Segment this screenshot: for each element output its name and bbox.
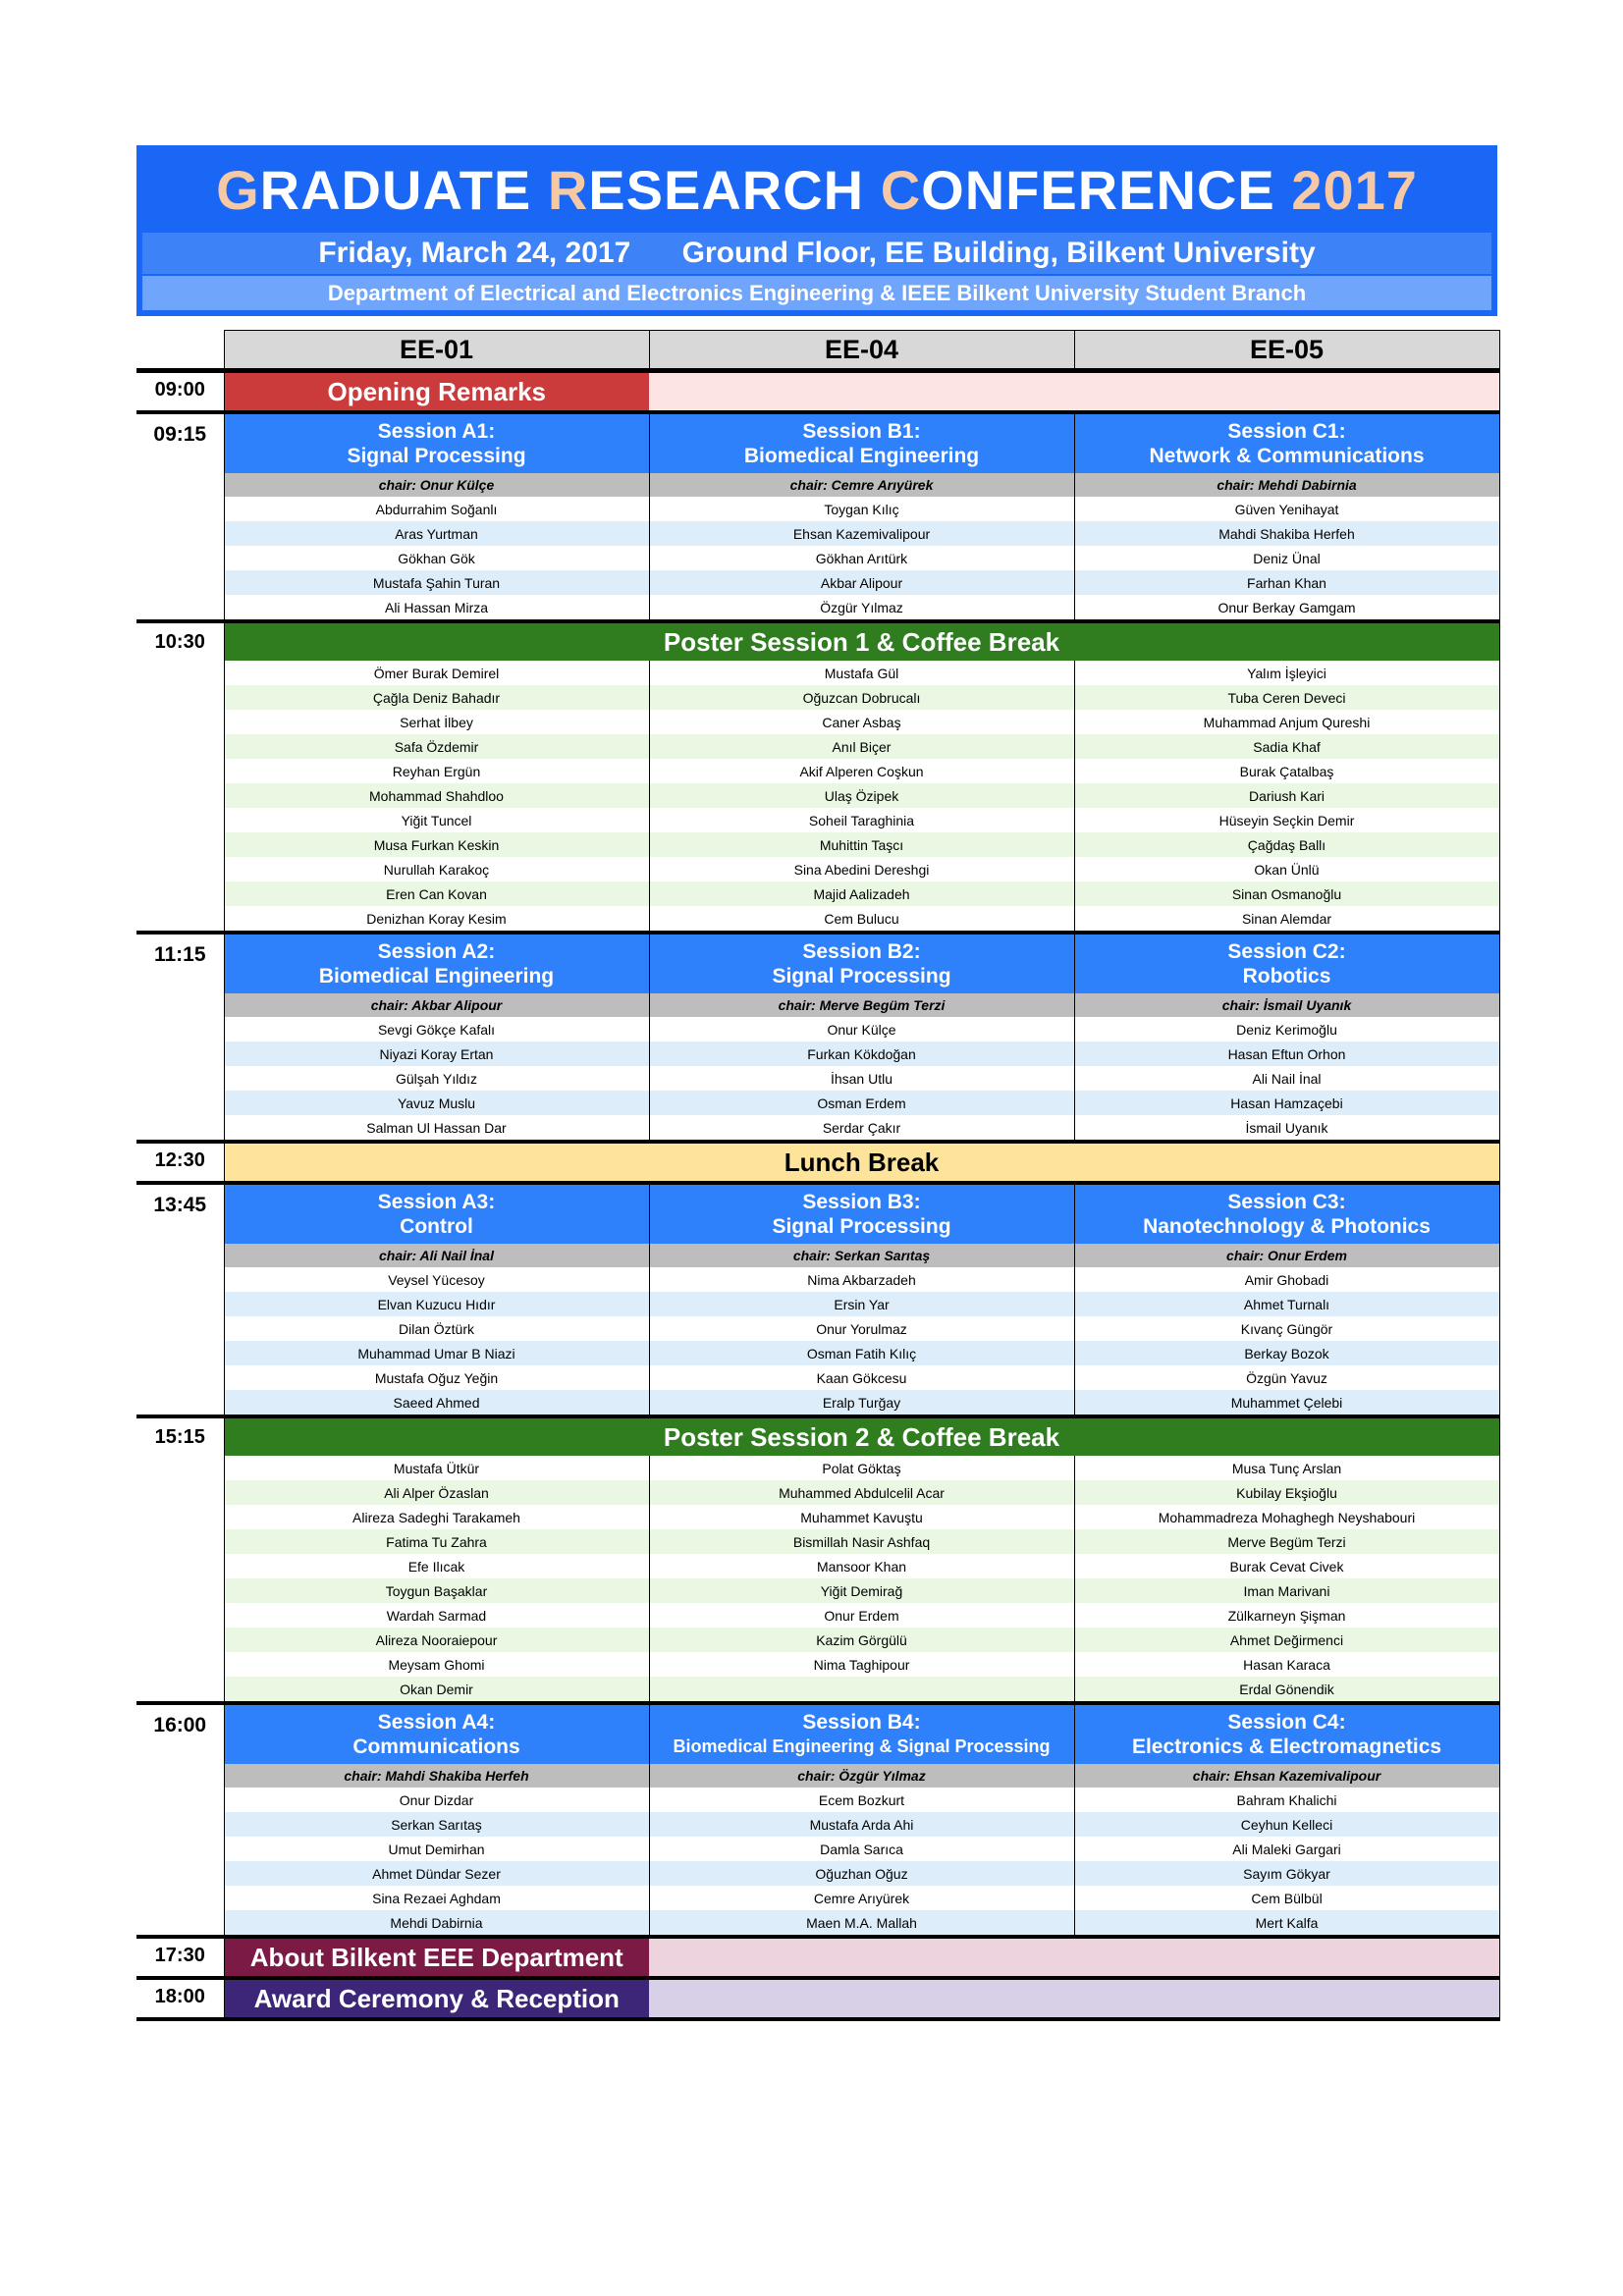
poster-presenter-row	[136, 1628, 1499, 1652]
speaker-name: Sayım Gökyar	[1074, 1861, 1499, 1886]
speaker-name: Ahmet Turnalı	[1074, 1292, 1499, 1316]
speaker-name: Kaan Gökcesu	[649, 1365, 1074, 1390]
session-chair: chair: Akbar Alipour	[224, 993, 649, 1017]
event-row	[136, 1937, 1499, 1978]
header-corner	[136, 331, 224, 371]
speaker-name: Gökhan Gök	[224, 546, 649, 570]
session-chair: chair: Özgür Yılmaz	[649, 1764, 1074, 1788]
speaker-name: Elvan Kuzucu Hıdır	[224, 1292, 649, 1316]
poster-presenter-row	[136, 1505, 1499, 1529]
session-header	[1074, 1703, 1499, 1764]
chair-row	[136, 1764, 1499, 1788]
presenter-name: Çağdaş Ballı	[1074, 832, 1499, 857]
speaker-name: Hasan Eftun Orhon	[1074, 1041, 1499, 1066]
presenter-name: Zülkarneyn Şişman	[1074, 1603, 1499, 1628]
speaker-row	[136, 521, 1499, 546]
speaker-name: Abdurrahim Soğanlı	[224, 497, 649, 521]
room-header: EE-04	[649, 331, 1074, 371]
presenter-name: Muhammad Anjum Qureshi	[1074, 710, 1499, 734]
conference-title	[136, 159, 1497, 222]
speaker-row	[136, 497, 1499, 521]
time-slot: 17:30	[136, 1937, 224, 1978]
speaker-row	[136, 1886, 1499, 1910]
time-slot: 09:00	[136, 371, 224, 413]
speaker-name: Onur Yorulmaz	[649, 1316, 1074, 1341]
time-slot: 18:00	[136, 1978, 224, 2019]
room-header-row	[136, 331, 1499, 371]
poster-presenter-row	[136, 661, 1499, 685]
presenter-name: Mustafa Ütkür	[224, 1456, 649, 1480]
speaker-name: Gülşah Yıldız	[224, 1066, 649, 1091]
speaker-name: Gökhan Arıtürk	[649, 546, 1074, 570]
poster-presenter-row	[136, 685, 1499, 710]
event-fill	[649, 1978, 1499, 2019]
speaker-name: Aras Yurtman	[224, 521, 649, 546]
session-name: Session B2:	[802, 940, 921, 963]
speaker-name: Oğuzhan Oğuz	[649, 1861, 1074, 1886]
speaker-name: Güven Yenihayat	[1074, 497, 1499, 521]
poster-presenter-row	[136, 1456, 1499, 1480]
presenter-name: Fatima Tu Zahra	[224, 1529, 649, 1554]
presenter-name: Sina Abedini Dereshgi	[649, 857, 1074, 881]
speaker-name: Osman Erdem	[649, 1091, 1074, 1115]
presenter-name: Kubilay Ekşioğlu	[1074, 1480, 1499, 1505]
title-part: ONFERENCE	[921, 159, 1292, 221]
speaker-name: Mert Kalfa	[1074, 1910, 1499, 1937]
speaker-name: Cemre Arıyürek	[649, 1886, 1074, 1910]
time-slot: 16:00	[136, 1703, 224, 1937]
speaker-name: Ecem Bozkurt	[649, 1788, 1074, 1812]
speaker-name: Mustafa Oğuz Yeğin	[224, 1365, 649, 1390]
time-slot: 11:15	[136, 933, 224, 1142]
speaker-row	[136, 1041, 1499, 1066]
session-topic: Biomedical Engineering & Signal Processing	[673, 1736, 1051, 1756]
presenter-name: Wardah Sarmad	[224, 1603, 649, 1628]
speaker-name: Toygan Kılıç	[649, 497, 1074, 521]
speaker-name: Ahmet Dündar Sezer	[224, 1861, 649, 1886]
poster-presenter-row	[136, 1603, 1499, 1628]
speaker-row	[136, 570, 1499, 595]
event-banner: About Bilkent EEE Department	[224, 1937, 649, 1978]
presenter-name: Reyhan Ergün	[224, 759, 649, 783]
session-title-row	[136, 933, 1499, 993]
session-topic: Network & Communications	[1149, 445, 1425, 467]
speaker-name: Eralp Turğay	[649, 1390, 1074, 1416]
speaker-name: Nima Akbarzadeh	[649, 1267, 1074, 1292]
session-topic: Signal Processing	[772, 1215, 951, 1238]
session-topic: Robotics	[1242, 965, 1331, 988]
speaker-name: Cem Bülbül	[1074, 1886, 1499, 1910]
speaker-row	[136, 1292, 1499, 1316]
time-slot: 10:30	[136, 621, 224, 933]
presenter-name: Eren Can Kovan	[224, 881, 649, 906]
session-topic: Biomedical Engineering	[743, 445, 980, 467]
presenter-name: Muhittin Taşcı	[649, 832, 1074, 857]
session-header	[224, 1183, 649, 1244]
speaker-name: Umut Demirhan	[224, 1837, 649, 1861]
speaker-name: Ceyhun Kelleci	[1074, 1812, 1499, 1837]
session-chair: chair: Onur Erdem	[1074, 1244, 1499, 1267]
presenter-name: Ali Alper Özaslan	[224, 1480, 649, 1505]
title-part: RADUATE	[259, 159, 548, 221]
poster-presenter-row	[136, 881, 1499, 906]
event-row	[136, 1142, 1499, 1183]
room-header: EE-01	[224, 331, 649, 371]
title-part: R	[547, 159, 589, 221]
speaker-name: Akbar Alipour	[649, 570, 1074, 595]
poster-row	[136, 621, 1499, 661]
session-header	[649, 933, 1074, 993]
organizer-line: Department of Electrical and Electronics Engineering & IEEE Bilkent University Student Branch	[142, 276, 1491, 310]
speaker-row	[136, 1017, 1499, 1041]
time-slot: 13:45	[136, 1183, 224, 1416]
session-title-row	[136, 412, 1499, 473]
presenter-name: Serhat İlbey	[224, 710, 649, 734]
speaker-name: Deniz Kerimoğlu	[1074, 1017, 1499, 1041]
session-chair: chair: Cemre Arıyürek	[649, 473, 1074, 497]
speaker-name: Onur Külçe	[649, 1017, 1074, 1041]
date-location-bar	[142, 233, 1491, 274]
time-slot: 12:30	[136, 1142, 224, 1183]
presenter-name: Meysam Ghomi	[224, 1652, 649, 1677]
presenter-name: Efe Ilıcak	[224, 1554, 649, 1578]
speaker-name: Saeed Ahmed	[224, 1390, 649, 1416]
presenter-name: Sadia Khaf	[1074, 734, 1499, 759]
session-chair: chair: Serkan Sarıtaş	[649, 1244, 1074, 1267]
presenter-name: Çağla Deniz Bahadır	[224, 685, 649, 710]
poster-presenter-row	[136, 857, 1499, 881]
session-header	[649, 1703, 1074, 1764]
presenter-name: Caner Asbaş	[649, 710, 1074, 734]
session-chair: chair: Mahdi Shakiba Herfeh	[224, 1764, 649, 1788]
poster-presenter-row	[136, 783, 1499, 808]
presenter-name: Sinan Alemdar	[1074, 906, 1499, 933]
speaker-name: Mustafa Şahin Turan	[224, 570, 649, 595]
presenter-name: Ömer Burak Demirel	[224, 661, 649, 685]
presenter-name: Soheil Taraghinia	[649, 808, 1074, 832]
time-slot: 15:15	[136, 1416, 224, 1703]
event-location: Ground Floor, EE Building, Bilkent University	[681, 237, 1316, 269]
speaker-row	[136, 1812, 1499, 1837]
speaker-name: Salman Ul Hassan Dar	[224, 1115, 649, 1142]
title-part: G	[216, 159, 260, 221]
speaker-name: Bahram Khalichi	[1074, 1788, 1499, 1812]
presenter-name: Merve Begüm Terzi	[1074, 1529, 1499, 1554]
poster-presenter-row	[136, 1578, 1499, 1603]
session-header	[224, 1703, 649, 1764]
presenter-name: Ahmet Değirmenci	[1074, 1628, 1499, 1652]
speaker-row	[136, 1861, 1499, 1886]
presenter-name: Nurullah Karakoç	[224, 857, 649, 881]
event-row	[136, 371, 1499, 413]
presenter-name: Kazim Görgülü	[649, 1628, 1074, 1652]
presenter-name: Burak Çatalbaş	[1074, 759, 1499, 783]
presenter-name: Okan Ünlü	[1074, 857, 1499, 881]
presenter-name: Yiğit Tuncel	[224, 808, 649, 832]
speaker-row	[136, 1837, 1499, 1861]
presenter-name: Majid Aalizadeh	[649, 881, 1074, 906]
speaker-row	[136, 1910, 1499, 1937]
presenter-name: Muhammet Kavuştu	[649, 1505, 1074, 1529]
speaker-name: Farhan Khan	[1074, 570, 1499, 595]
presenter-name: Yiğit Demirağ	[649, 1578, 1074, 1603]
poster-presenter-row	[136, 832, 1499, 857]
speaker-name: Mustafa Arda Ahi	[649, 1812, 1074, 1837]
presenter-name: Ulaş Özipek	[649, 783, 1074, 808]
session-topic: Biomedical Engineering	[318, 965, 555, 988]
session-title-row	[136, 1703, 1499, 1764]
speaker-row	[136, 1390, 1499, 1416]
presenter-name: Muhammed Abdulcelil Acar	[649, 1480, 1074, 1505]
presenter-name: Sinan Osmanoğlu	[1074, 881, 1499, 906]
speaker-row	[136, 546, 1499, 570]
presenter-name: Dariush Kari	[1074, 783, 1499, 808]
session-header	[649, 412, 1074, 473]
speaker-row	[136, 1788, 1499, 1812]
session-topic: Signal Processing	[772, 965, 951, 988]
title-part: 2017	[1291, 159, 1418, 221]
presenter-name: Alireza Sadeghi Tarakameh	[224, 1505, 649, 1529]
presenter-name: Iman Marivani	[1074, 1578, 1499, 1603]
speaker-name: Sevgi Gökçe Kafalı	[224, 1017, 649, 1041]
presenter-name: Hasan Karaca	[1074, 1652, 1499, 1677]
presenter-name: Burak Cevat Civek	[1074, 1554, 1499, 1578]
presenter-name: Polat Göktaş	[649, 1456, 1074, 1480]
poster-presenter-row	[136, 906, 1499, 933]
session-name: Session B4:	[802, 1711, 921, 1734]
presenter-name: Anıl Biçer	[649, 734, 1074, 759]
session-title-row	[136, 1183, 1499, 1244]
speaker-name: Onur Dizdar	[224, 1788, 649, 1812]
session-name: Session C2:	[1227, 940, 1346, 963]
speaker-name: Ali Hassan Mirza	[224, 595, 649, 621]
session-name: Session B3:	[802, 1191, 921, 1213]
session-header	[1074, 1183, 1499, 1244]
presenter-name: Tuba Ceren Deveci	[1074, 685, 1499, 710]
speaker-row	[136, 1316, 1499, 1341]
session-topic: Electronics & Electromagnetics	[1131, 1735, 1442, 1758]
session-chair: chair: Mehdi Dabirnia	[1074, 473, 1499, 497]
session-name: Session C3:	[1227, 1191, 1346, 1213]
speaker-name: İsmail Uyanık	[1074, 1115, 1499, 1142]
event-banner: Award Ceremony & Reception	[224, 1978, 649, 2019]
speaker-name: Dilan Öztürk	[224, 1316, 649, 1341]
speaker-row	[136, 1365, 1499, 1390]
room-header: EE-05	[1074, 331, 1499, 371]
session-name: Session A3:	[377, 1191, 496, 1213]
presenter-name: Mansoor Khan	[649, 1554, 1074, 1578]
poster-presenter-row	[136, 808, 1499, 832]
speaker-row	[136, 1066, 1499, 1091]
speaker-name: Muhammet Çelebi	[1074, 1390, 1499, 1416]
speaker-name: Deniz Ünal	[1074, 546, 1499, 570]
session-chair: chair: Ehsan Kazemivalipour	[1074, 1764, 1499, 1788]
speaker-name: Onur Berkay Gamgam	[1074, 595, 1499, 621]
speaker-name: Maen M.A. Mallah	[649, 1910, 1074, 1937]
speaker-row	[136, 1091, 1499, 1115]
event-date: Friday, March 24, 2017	[318, 237, 631, 269]
presenter-name: Erdal Gönendik	[1074, 1677, 1499, 1703]
session-header	[1074, 933, 1499, 993]
presenter-name: Bismillah Nasir Ashfaq	[649, 1529, 1074, 1554]
poster-presenter-row	[136, 734, 1499, 759]
presenter-name: Nima Taghipour	[649, 1652, 1074, 1677]
presenter-name: Hüseyin Seçkin Demir	[1074, 808, 1499, 832]
speaker-name: Ali Maleki Gargari	[1074, 1837, 1499, 1861]
speaker-name: Hasan Hamzaçebi	[1074, 1091, 1499, 1115]
poster-presenter-row	[136, 710, 1499, 734]
speaker-name: Ehsan Kazemivalipour	[649, 521, 1074, 546]
speaker-name: Damla Sarıca	[649, 1837, 1074, 1861]
speaker-row	[136, 595, 1499, 621]
speaker-name: Osman Fatih Kılıç	[649, 1341, 1074, 1365]
event-fill	[649, 371, 1499, 413]
session-name: Session B1:	[802, 420, 921, 443]
speaker-name: Özgür Yılmaz	[649, 595, 1074, 621]
speaker-name: Amir Ghobadi	[1074, 1267, 1499, 1292]
session-header	[224, 933, 649, 993]
poster-banner: Poster Session 2 & Coffee Break	[224, 1416, 1499, 1456]
speaker-name: Ali Nail İnal	[1074, 1066, 1499, 1091]
event-banner: Lunch Break	[224, 1142, 1499, 1183]
speaker-name: Mehdi Dabirnia	[224, 1910, 649, 1937]
speaker-name: Veysel Yücesoy	[224, 1267, 649, 1292]
poster-banner: Poster Session 1 & Coffee Break	[224, 621, 1499, 661]
presenter-name: Denizhan Koray Kesim	[224, 906, 649, 933]
presenter-name	[649, 1677, 1074, 1703]
presenter-name: Oğuzcan Dobrucalı	[649, 685, 1074, 710]
session-name: Session A1:	[377, 420, 496, 443]
session-header	[224, 412, 649, 473]
conference-banner	[136, 145, 1497, 316]
speaker-name: Mahdi Shakiba Herfeh	[1074, 521, 1499, 546]
speaker-name: Sina Rezaei Aghdam	[224, 1886, 649, 1910]
poster-presenter-row	[136, 1480, 1499, 1505]
poster-presenter-row	[136, 1677, 1499, 1703]
presenter-name: Mohammad Shahdloo	[224, 783, 649, 808]
speaker-name: Ersin Yar	[649, 1292, 1074, 1316]
speaker-name: Kıvanç Güngör	[1074, 1316, 1499, 1341]
presenter-name: Alireza Nooraiepour	[224, 1628, 649, 1652]
speaker-row	[136, 1115, 1499, 1142]
speaker-name: Furkan Kökdoğan	[649, 1041, 1074, 1066]
presenter-name: Mustafa Gül	[649, 661, 1074, 685]
speaker-name: Yavuz Muslu	[224, 1091, 649, 1115]
presenter-name: Okan Demir	[224, 1677, 649, 1703]
chair-row	[136, 993, 1499, 1017]
session-name: Session A2:	[377, 940, 496, 963]
poster-row	[136, 1416, 1499, 1456]
presenter-name: Musa Tunç Arslan	[1074, 1456, 1499, 1480]
chair-row	[136, 473, 1499, 497]
event-banner: Opening Remarks	[224, 371, 649, 413]
speaker-name: İhsan Utlu	[649, 1066, 1074, 1091]
schedule-table	[136, 330, 1499, 2021]
event-row	[136, 1978, 1499, 2019]
speaker-name: Muhammad Umar B Niazi	[224, 1341, 649, 1365]
poster-presenter-row	[136, 759, 1499, 783]
session-topic: Nanotechnology & Photonics	[1143, 1215, 1431, 1238]
session-topic: Communications	[352, 1735, 520, 1758]
presenter-name: Onur Erdem	[649, 1603, 1074, 1628]
session-name: Session C4:	[1227, 1711, 1346, 1734]
session-topic: Signal Processing	[347, 445, 526, 467]
presenter-name: Akif Alperen Coşkun	[649, 759, 1074, 783]
poster-presenter-row	[136, 1529, 1499, 1554]
poster-presenter-row	[136, 1554, 1499, 1578]
event-fill	[649, 1937, 1499, 1978]
poster-presenter-row	[136, 1652, 1499, 1677]
speaker-name: Niyazi Koray Ertan	[224, 1041, 649, 1066]
presenter-name: Mohammadreza Mohaghegh Neyshabouri	[1074, 1505, 1499, 1529]
session-header	[1074, 412, 1499, 473]
presenter-name: Cem Bulucu	[649, 906, 1074, 933]
presenter-name: Safa Özdemir	[224, 734, 649, 759]
time-slot: 09:15	[136, 412, 224, 621]
speaker-name: Özgün Yavuz	[1074, 1365, 1499, 1390]
session-chair: chair: Ali Nail İnal	[224, 1244, 649, 1267]
speaker-row	[136, 1341, 1499, 1365]
session-chair: chair: Onur Külçe	[224, 473, 649, 497]
speaker-name: Berkay Bozok	[1074, 1341, 1499, 1365]
presenter-name: Musa Furkan Keskin	[224, 832, 649, 857]
session-name: Session A4:	[377, 1711, 496, 1734]
speaker-name: Serkan Sarıtaş	[224, 1812, 649, 1837]
session-chair: chair: Merve Begüm Terzi	[649, 993, 1074, 1017]
presenter-name: Yalım İşleyici	[1074, 661, 1499, 685]
session-name: Session C1:	[1227, 420, 1346, 443]
speaker-row	[136, 1267, 1499, 1292]
session-chair: chair: İsmail Uyanık	[1074, 993, 1499, 1017]
chair-row	[136, 1244, 1499, 1267]
session-topic: Control	[400, 1215, 473, 1238]
title-part: ESEARCH	[588, 159, 881, 221]
title-part: C	[880, 159, 922, 221]
speaker-name: Serdar Çakır	[649, 1115, 1074, 1142]
presenter-name: Toygun Başaklar	[224, 1578, 649, 1603]
session-header	[649, 1183, 1074, 1244]
